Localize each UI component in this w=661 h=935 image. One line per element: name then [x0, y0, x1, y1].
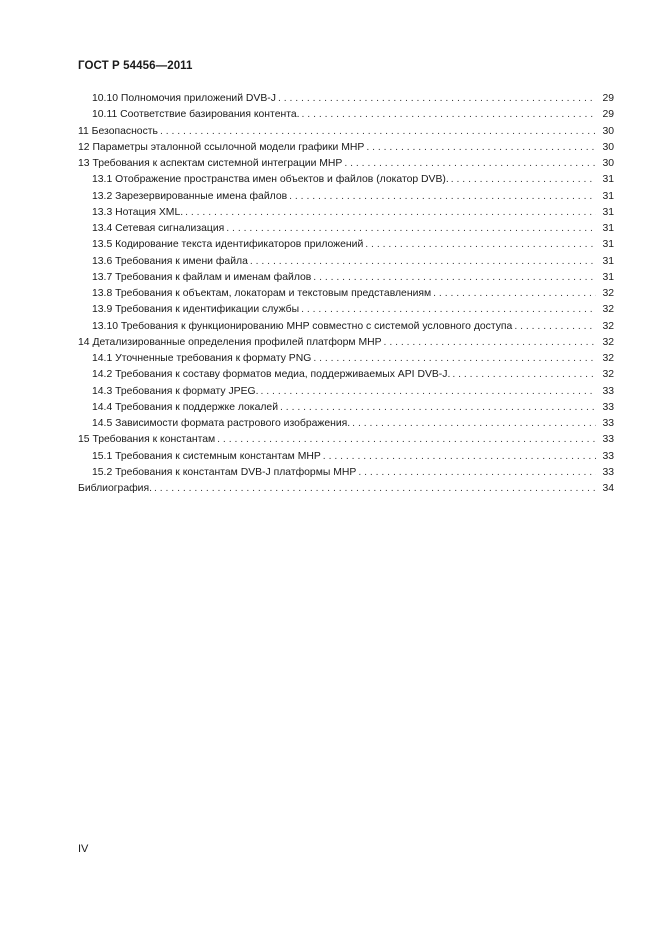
toc-entry — [78, 124, 614, 140]
toc-entry — [78, 367, 614, 383]
toc-leader-dots — [250, 254, 596, 270]
toc-entry-page: 32 — [602, 288, 614, 299]
toc-entry-page: 31 — [602, 223, 614, 234]
toc-entry-page: 31 — [602, 206, 614, 218]
toc-entry — [78, 107, 614, 123]
toc-entry-page: 31 — [602, 239, 614, 251]
toc-entry-page: 32 — [602, 320, 614, 332]
toc-leader-dots — [313, 351, 596, 367]
table-of-contents — [78, 91, 614, 497]
toc-entry-page: 32 — [602, 369, 614, 381]
toc-entry-page: 31 — [602, 190, 614, 202]
toc-leader-dots — [323, 449, 596, 465]
toc-leader-dots — [352, 416, 596, 432]
toc-entry-page: 29 — [602, 109, 614, 121]
toc-entry-title: 13 Требования к аспектам системной интеграции MHP — [78, 158, 343, 169]
toc-entry-title: 14.2 Требования к составу форматов медиа, поддерживаемых API DVB-J. — [92, 369, 451, 381]
toc-entry-title: 13.8 Требования к объектам, локаторам и текстовым представлениям — [92, 288, 432, 299]
toc-entry — [78, 384, 614, 400]
toc-entry-page: 33 — [602, 385, 614, 397]
toc-entry-title: 13.6 Требования к имени файла — [92, 255, 248, 267]
toc-entry — [78, 221, 614, 237]
toc-entry-page: 30 — [602, 125, 614, 137]
toc-leader-dots — [261, 384, 597, 400]
toc-entry-page: 29 — [602, 93, 614, 104]
toc-entry-title: 13.10 Требования к функционированию MHP совместно с системой условного доступа — [92, 320, 513, 332]
toc-entry — [78, 140, 614, 156]
toc-entry — [78, 449, 614, 465]
toc-leader-dots — [154, 481, 596, 497]
toc-leader-dots — [384, 335, 596, 351]
toc-entry-page: 32 — [602, 336, 614, 348]
toc-leader-dots — [452, 367, 596, 383]
toc-entry — [78, 351, 614, 367]
toc-entry — [78, 400, 614, 416]
toc-entry-title: 13.3 Нотация XML. — [92, 206, 184, 218]
toc-entry-page: 33 — [602, 418, 614, 429]
document-header: ГОСТ Р 54456—2011 — [78, 60, 193, 72]
toc-entry — [78, 172, 614, 188]
toc-entry-page: 33 — [602, 466, 614, 478]
toc-leader-dots — [433, 286, 596, 302]
toc-entry-title: 15.1 Требования к системным константам MHP — [92, 450, 321, 462]
toc-entry-title: 14.4 Требования к поддержке локалей — [92, 401, 279, 413]
toc-entry-page: 32 — [602, 353, 614, 364]
toc-entry-title: 15 Требования к константам — [78, 434, 216, 446]
toc-entry — [78, 335, 614, 351]
toc-entry — [78, 416, 614, 432]
toc-entry-page: 31 — [602, 271, 614, 283]
toc-entry — [78, 91, 614, 107]
toc-leader-dots — [301, 302, 596, 318]
toc-leader-dots — [289, 189, 596, 205]
toc-entry-title: 13.2 Зарезервированные имена файлов — [92, 190, 288, 202]
toc-entry-page: 34 — [602, 483, 614, 494]
toc-entry — [78, 319, 614, 335]
toc-entry — [78, 189, 614, 205]
toc-entry — [78, 302, 614, 318]
toc-entry-title: 14.5 Зависимости формата растрового изображения. — [92, 418, 351, 429]
toc-entry-title: 14.1 Уточненные требования к формату PNG — [92, 353, 312, 364]
toc-entry — [78, 465, 614, 481]
toc-leader-dots — [185, 205, 596, 221]
toc-entry — [78, 254, 614, 270]
toc-leader-dots — [365, 237, 596, 253]
toc-entry-title: 12 Параметры эталонной ссылочной модели графики MHP — [78, 141, 365, 153]
toc-entry — [78, 481, 614, 497]
toc-entry-page: 30 — [602, 141, 614, 153]
toc-leader-dots — [226, 221, 596, 237]
toc-leader-dots — [451, 172, 596, 188]
toc-entry-page: 33 — [602, 450, 614, 462]
toc-entry-page: 30 — [602, 158, 614, 169]
toc-entry-title: 14 Детализированные определения профилей платформ MHP — [78, 336, 382, 348]
toc-entry-page: 31 — [602, 174, 614, 186]
toc-leader-dots — [366, 140, 596, 156]
toc-entry-title: 13.9 Требования к идентификации службы — [92, 304, 300, 316]
toc-entry-title: Библиография. — [78, 483, 152, 494]
toc-entry-title: 13.5 Кодирование текста идентификаторов приложений — [92, 239, 364, 251]
toc-entry-page: 32 — [602, 304, 614, 316]
toc-entry-title: 10.10 Полномочия приложений DVB-J — [92, 93, 276, 104]
toc-entry — [78, 432, 614, 448]
toc-entry-title: 13.4 Сетевая сигнализация — [92, 223, 225, 234]
toc-leader-dots — [302, 107, 596, 123]
toc-entry-title: 13.7 Требования к файлам и именам файлов — [92, 271, 312, 283]
toc-leader-dots — [217, 432, 596, 448]
toc-entry-page: 31 — [602, 255, 614, 267]
toc-entry-title: 14.3 Требования к формату JPEG. — [92, 385, 259, 397]
toc-leader-dots — [160, 124, 596, 140]
toc-entry — [78, 237, 614, 253]
toc-entry — [78, 156, 614, 172]
toc-entry — [78, 270, 614, 286]
toc-entry-title: 10.11 Соответствие базирования контента. — [92, 109, 300, 121]
toc-leader-dots — [358, 465, 596, 481]
toc-entry-title: 11 Безопасность — [78, 125, 158, 137]
toc-entry-title: 13.1 Отображение пространства имен объектов и файлов (локатор DVB). — [92, 174, 449, 186]
toc-entry — [78, 205, 614, 221]
toc-leader-dots — [278, 91, 596, 107]
page-number: IV — [78, 843, 89, 855]
toc-leader-dots — [344, 156, 596, 172]
toc-entry — [78, 286, 614, 302]
toc-entry-page: 33 — [602, 401, 614, 413]
toc-leader-dots — [280, 400, 596, 416]
toc-leader-dots — [313, 270, 596, 286]
toc-entry-title: 15.2 Требования к константам DVB-J платформы MHP — [92, 466, 357, 478]
toc-leader-dots — [514, 319, 596, 335]
toc-entry-page: 33 — [602, 434, 614, 446]
